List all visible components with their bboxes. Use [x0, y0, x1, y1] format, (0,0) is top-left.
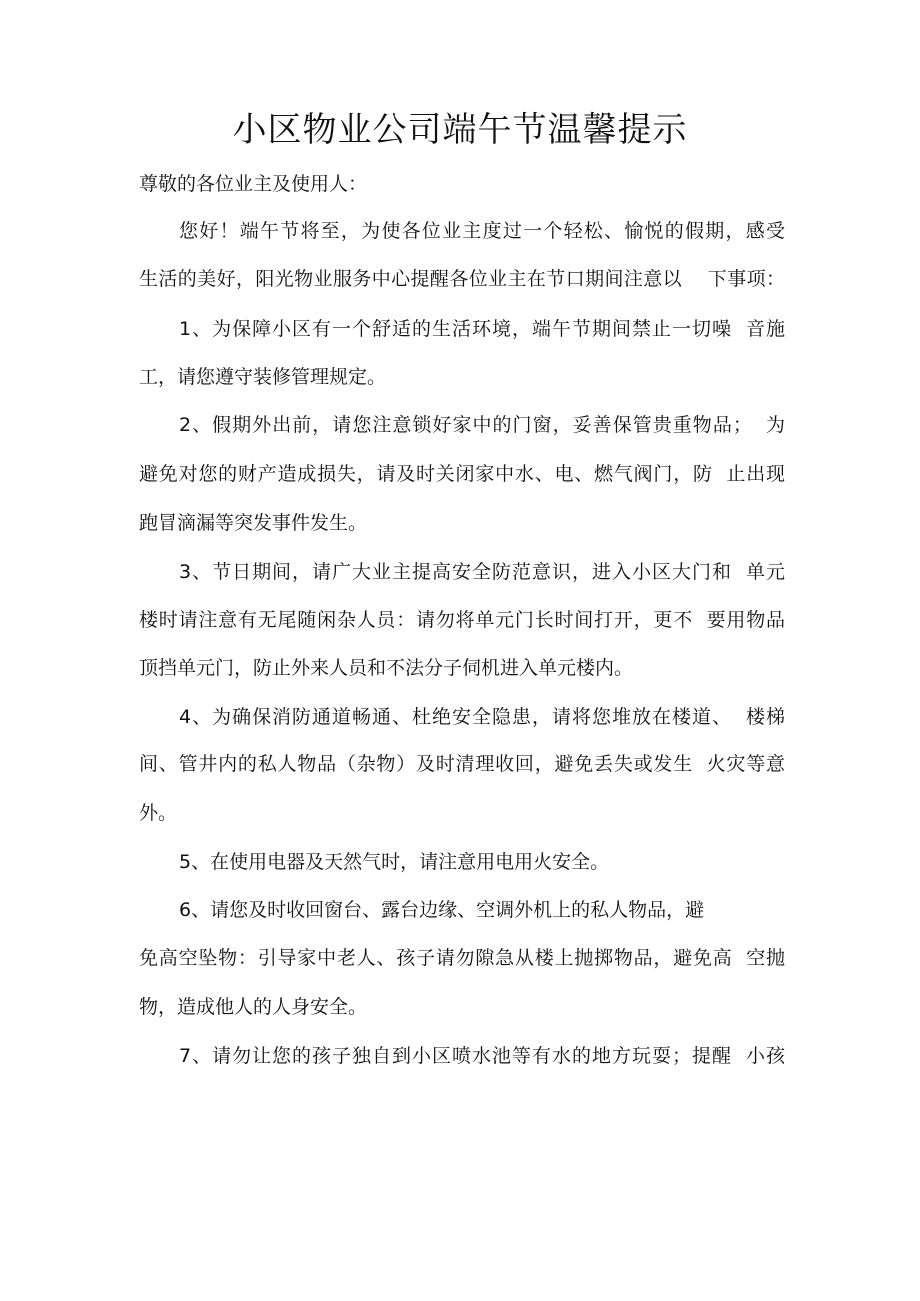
- text-line: 7、请勿让您的孩子独自到小区喷水池等有水的地方玩耍；提醒 小孩: [179, 1045, 785, 1067]
- document-title: 小区物业公司端午节温馨提示: [232, 110, 688, 150]
- text-line: 3、节日期间，请广大业主提高安全防范意识，进入小区大门和 单元: [179, 561, 785, 583]
- text-line: 生活的美好，阳光物业服务中心提醒各位业主在节口期间注意以 下事项：: [139, 268, 785, 290]
- text-line: 外。: [139, 802, 178, 824]
- text-line: 1、为保障小区有一个舒适的生活环境，端午节期间禁止一切噪 音施: [179, 318, 785, 340]
- text-line: 6、请您及时收回窗台、露台边缘、空调外机上的私人物品，避: [179, 899, 705, 921]
- text-line: 您好！端午节将至，为使各位业主度过一个轻松、愉悦的假期，感受: [179, 220, 785, 242]
- text-line: 2、假期外出前，请您注意锁好家中的门窗，妥善保管贵重物品； 为: [179, 414, 785, 436]
- text-line: 4、为确保消防通道畅通、杜绝安全隐患，请将您堆放在楼道、 楼梯: [179, 706, 785, 728]
- text-line: 避免对您的财产造成损失，请及时关闭家中水、电、燃气阀门，防 止出现: [139, 463, 785, 485]
- text-line: 免高空坠物：引导家中老人、孩子请勿隙急从楼上抛掷物品，避免高 空抛: [139, 947, 785, 969]
- text-line: 工，请您遵守装修管理规定。: [139, 366, 387, 388]
- text-line: 顶挡单元门，防止外来人员和不法分子伺机进入单元楼内。: [139, 657, 634, 679]
- text-line: 物，造成他人的人身安全。: [139, 996, 368, 1018]
- text-line: 5、在使用电器及天然气时，请注意用电用火安全。: [179, 851, 610, 873]
- text-line: 楼时请注意有无尾随闲杂人员：请勿将单元门长时间打开，更不 要用物品: [139, 609, 785, 631]
- salutation: 尊敬的各位业主及使用人：: [139, 173, 368, 195]
- text-line: 间、管井内的私人物品（杂物）及时清理收回，避免丢失或发生 火灾等意: [139, 753, 785, 775]
- text-line: 跑冒滴漏等突发事件发生。: [139, 512, 368, 534]
